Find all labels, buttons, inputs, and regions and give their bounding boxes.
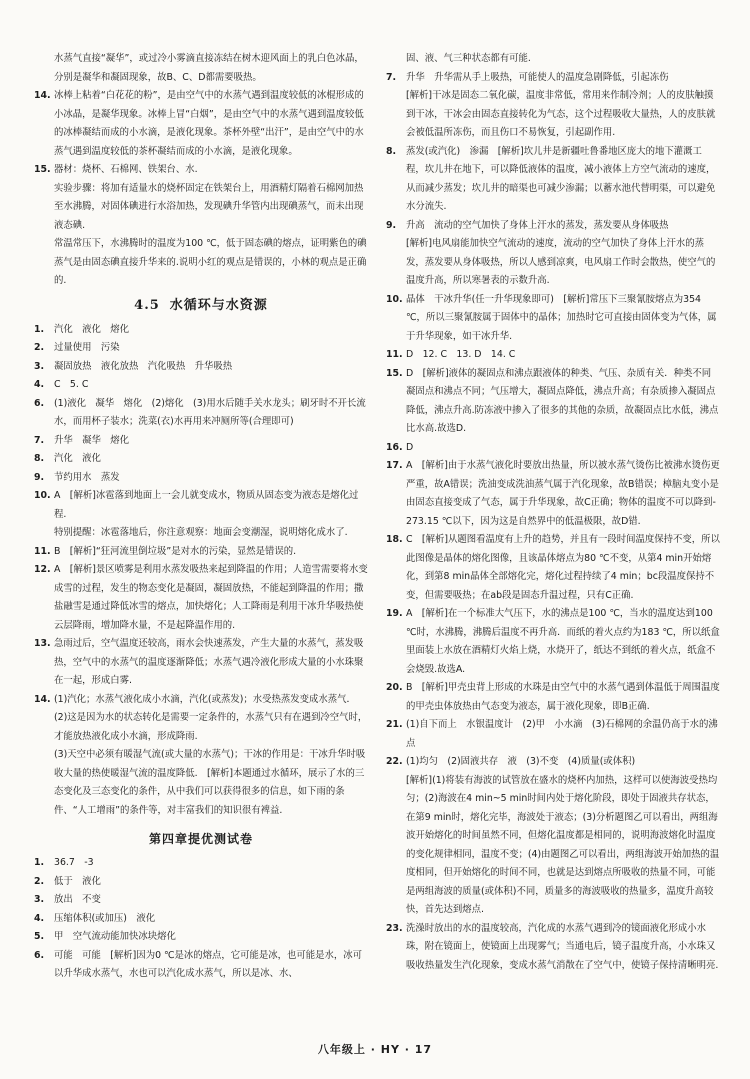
answer-number: 6. xyxy=(34,949,45,961)
answer-number: 21. xyxy=(386,719,403,730)
answer-text: D xyxy=(406,441,414,453)
right-column xyxy=(386,50,720,975)
answer-item xyxy=(34,928,368,947)
answer-text: B [解析]“狂河流里倒垃圾”是对水的污染，显然是错误的. xyxy=(54,545,297,557)
answer-text: 凝固放热 液化放热 汽化吸热 升华吸热 xyxy=(54,360,233,372)
answer-text: 节约用水 蒸发 xyxy=(54,471,120,483)
answer-number: 16. xyxy=(386,441,403,453)
answer-number: 2. xyxy=(34,875,45,887)
test-heading: 第四章提优测试卷 xyxy=(148,832,253,846)
answer-item xyxy=(386,679,720,716)
answer-text: A [解析]冰雹落到地面上一会儿就变成水，物质从固态变为液态是熔化过程. xyxy=(54,490,359,520)
page-footer: 八年级上 · HY · 17 xyxy=(317,1043,433,1056)
answer-text: C 5. C xyxy=(54,379,89,390)
answer-item xyxy=(34,395,368,432)
answer-number: 9. xyxy=(386,219,397,231)
answer-number: 8. xyxy=(34,453,45,464)
answer-number: 8. xyxy=(386,145,397,157)
answer-continuation: 特别提醒：冰雹落地后，你注意观察：地面会变潮湿，说明熔化成水了. xyxy=(54,527,348,538)
answer-text: 升华 升华需从手上吸热，可能使人的温度急剧降低，引起冻伤 xyxy=(406,71,669,83)
answer-text: 汽化 液化 熔化 xyxy=(54,323,130,335)
answer-number: 15. xyxy=(386,367,403,379)
answer-number: 6. xyxy=(34,397,45,409)
answer-number: 15. xyxy=(34,164,51,175)
answer-text: 晶体 干冰升华(任一升华现象即可) [解析]常压下三聚氰胺熔点为354 ℃，所以三聚氰胺属于固体中的晶体；加热时它可直接由固体变为气体，属于升华现象，如干冰升华. xyxy=(406,293,717,342)
answer-continuation: (3)天空中必须有暖湿气流(或大量的水蒸气)；干冰的作用是：干冰升华时吸收大量的热使暖湿气流的温度降低. [解析]本题通过水循环，展示了水的三态变化及三态变化的条件，从中我们可以获得很多的信息，如下雨的条件、“人工增雨”的条件等，对丰富我们的知识很有裨益. xyxy=(54,749,366,816)
answer-number: 4. xyxy=(34,379,45,390)
answer-text: A [解析]景区喷雾是利用水蒸发吸热来起到降温的作用；人造雪需要将水变成雪的过程，发生的物态变化是凝固，凝固放热，不能起到降温的作用；撒盐融雪是通过降低冰雪的熔点，加快熔化；人工降雨是利用干冰升华吸热使云层降雨，增加降水量，不是起降温作用的. xyxy=(54,564,368,631)
answer-continuation: 水蒸气直接“凝华”，或过冷小雾滴直接冻结在树木迎风面上的乳白色冰晶，分别是凝华和凝固现象，故B、C、D都需要吸热。 xyxy=(54,53,364,83)
answer-number: 3. xyxy=(34,360,45,372)
answer-item xyxy=(34,891,368,910)
answer-item xyxy=(34,561,368,635)
answer-item xyxy=(386,716,720,753)
answer-item xyxy=(34,339,368,358)
answer-item xyxy=(34,358,368,377)
answer-text: C [解析]从题图看温度有上升的趋势，并且有一段时间温度保持不变，所以此图像是晶体的熔化图像，且该晶体熔点为80 ℃不变，从第4 min开始熔化，到第8 min晶体全部熔化完，熔化过程持续了4 min；bc段温度保持不变，但需要吸热；在ab段是固态升温过程，只有C正确. xyxy=(406,534,720,601)
answer-number: 12. xyxy=(34,564,51,575)
answer-item xyxy=(386,605,720,679)
answer-text: B [解析]甲壳虫背上形成的水珠是由空气中的水蒸气遇到体温低于周围温度的甲壳虫体放热由气态变为液态，属于液化现象，即B正确. xyxy=(406,682,720,712)
answer-item xyxy=(386,457,720,531)
answer-number: 7. xyxy=(386,71,397,83)
answer-text: 冰棒上粘着“白花花的粉”，是由空气中的水蒸气遇到温度较低的冰棍形成的小冰晶，是凝华现象。冰棒上冒“白烟”，是由空气中的水蒸气遇到温度较低的冰棒凝结而成的小水滴，是液化现象。茶杯外壁“出汗”，是由空气中的水蒸气遇到温度较低的茶杯凝结而成的小水滴，是液化现象。 xyxy=(54,90,364,157)
answer-item xyxy=(386,531,720,605)
answer-item xyxy=(386,365,720,439)
answer-text: 器材：烧杯、石棉网、铁架台、水. xyxy=(54,164,198,175)
left-column xyxy=(34,50,368,984)
answer-continuation: [解析](1)将装有海波的试管放在盛水的烧杯内加热，这样可以使海波受热均匀；(2)海波在4 min~5 min时间内处于熔化阶段，即处于固液共存状态，在第9 min时，熔化完毕，海波处于液态；(3)分析题图乙可以看出，两组海波开始熔化的时间虽然不同，但熔化温度都是相同的，说明海波熔化时温度的变化规律相同，温度不变；(4)由题图乙可以看出，两组海波开始加热的温度相同，但开始熔化的时间不同，也就是达到熔点所吸收的热量不同，可能是两组海波的质量(或体积)不同，质量多的海波吸收的热量多，温度升高较快，首先达到熔点. xyxy=(406,774,720,915)
answer-continuation: 实验步骤：将加有适量水的烧杯固定在铁架台上，用酒精灯隔着石棉网加热至水沸腾，对固体碘进行水浴加热，发现碘升华管内出现碘蒸气，而未出现液态碘. xyxy=(54,182,364,231)
answer-number: 3. xyxy=(34,894,45,905)
answer-number: 1. xyxy=(34,323,45,335)
answer-item xyxy=(386,920,720,976)
answer-item xyxy=(34,321,368,340)
answer-text: 甲 空气流动能加快冰块熔化 xyxy=(54,931,176,942)
answer-item xyxy=(34,487,368,524)
answer-item xyxy=(34,450,368,469)
answer-item xyxy=(34,543,368,562)
answer-number: 19. xyxy=(386,608,403,619)
answer-item xyxy=(386,217,720,236)
answer-item xyxy=(34,432,368,451)
answer-item xyxy=(386,439,720,458)
answer-item xyxy=(386,291,720,347)
answer-item xyxy=(34,376,368,395)
answer-number: 1. xyxy=(34,857,45,868)
answer-number: 14. xyxy=(34,90,51,101)
answer-number: 7. xyxy=(34,434,45,446)
answer-item xyxy=(34,854,368,873)
answer-text: (1)自下而上 水银温度计 (2)甲 小水滴 (3)石棉网的余温仍高于水的沸点 xyxy=(406,719,718,749)
answer-item xyxy=(34,161,368,180)
section-heading xyxy=(34,293,368,319)
answer-text: 36.7 -3 xyxy=(54,857,94,868)
answer-item xyxy=(386,69,720,88)
answer-item xyxy=(34,873,368,892)
answer-number: 13. xyxy=(34,638,51,649)
answer-text: A [解析]由于水蒸气液化时要放出热量，所以被水蒸气烫伤比被沸水烫伤更严重，故A错误；洗油变成洗油蒸气属于汽化现象，故B错误；樟脑丸变小是由固态直接变成了气态，属于升华现象，故C正确；物体的温度不可以降到-273.15 ℃以下，因为这是自然界中的低温极限，故D错. xyxy=(406,460,720,527)
answer-continuation: 常温常压下，水沸腾时的温度为100 ℃，低于固态碘的熔点，证明紫色的碘蒸气是由固态碘直接升华来的.说明小红的观点是错误的，小林的观点是正确的. xyxy=(54,238,367,286)
answer-continuation: 固、液、气三种状态都有可能. xyxy=(406,53,531,64)
answer-number: 10. xyxy=(34,490,51,501)
answer-number: 18. xyxy=(386,534,403,545)
answer-number: 11. xyxy=(34,545,51,557)
answer-text: 压缩体积(或加压) 液化 xyxy=(54,912,156,924)
answer-number: 4. xyxy=(34,912,45,924)
answer-text: 过量使用 污染 xyxy=(54,342,120,353)
answer-number: 11. xyxy=(386,349,403,360)
answer-text: 放出 不变 xyxy=(54,894,101,905)
answer-text: D 12. C 13. D 14. C xyxy=(406,349,516,360)
answer-text: (1)液化 凝华 熔化 (2)熔化 (3)用水后随手关水龙头；刷牙时不开长流水，而用杯子装水；洗菜(衣)水再用来冲厕所等(合理即可) xyxy=(54,397,366,427)
answer-number: 5. xyxy=(34,931,45,942)
answer-number: 10. xyxy=(386,293,403,305)
answer-text: 低于 液化 xyxy=(54,875,101,887)
answer-item xyxy=(34,947,368,984)
answer-text: 可能 可能 [解析]因为0 ℃是冰的熔点，它可能是冰，也可能是水，冰可以升华成水蒸气，水也可以汽化成水蒸气，所以是冰、水、 xyxy=(54,949,363,979)
answer-text: 急雨过后，空气温度还较高，雨水会快速蒸发，产生大量的水蒸气，蒸发吸热，空气中的水蒸气的温度逐渐降低；水蒸气遇冷液化形成大量的小水珠聚在一起，形成白雾. xyxy=(54,638,364,686)
answer-number: 2. xyxy=(34,342,45,353)
answer-continuation: [解析]干冰是固态二氧化碳，温度非常低，常用来作制冷剂；人的皮肤触摸到干冰，干冰会由固态直接转化为气态，这个过程吸收大量热，人的皮肤就会被低温所冻伤，而且伤口不易恢复，引起副作用. xyxy=(406,90,716,138)
answer-item xyxy=(34,635,368,691)
answer-number: 14. xyxy=(34,693,51,705)
answer-item xyxy=(34,87,368,161)
answer-number: 17. xyxy=(386,460,403,471)
answer-number: 9. xyxy=(34,471,45,483)
section-title: 水循环与水资源 xyxy=(169,297,268,313)
answer-item xyxy=(386,753,720,772)
answer-text: 洗澡时放出的水的温度较高，汽化成的水蒸气遇到冷的镜面液化形成小水珠，附在镜面上，使镜面上出现雾气；当通电后，镜子温度升高，小水珠又吸收热量发生汽化现象，变成水蒸气消散在了空气中，使镜子保持清晰明亮. xyxy=(406,922,719,971)
answer-text: (1)汽化；水蒸气液化成小水滴，汽化(或蒸发)；水受热蒸发变成水蒸气．(2)这是因为水的状态转化是需要一定条件的，水蒸气只有在遇到冷空气时，才能放热液化成小水滴，形成降雨. xyxy=(54,693,368,742)
answer-number: 23. xyxy=(386,922,403,934)
answer-text: 升高 流动的空气加快了身体上汗水的蒸发，蒸发要从身体吸热 xyxy=(406,219,669,231)
answer-number: 22. xyxy=(386,756,403,767)
answer-item xyxy=(386,346,720,365)
answer-number: 20. xyxy=(386,682,403,693)
answer-continuation: [解析]电风扇能加快空气流动的速度，流动的空气加快了身体上汗水的蒸发，蒸发要从身体吸热，所以人感到凉爽，电风扇工作时会散热，使空气的温度升高，所以寒暑表的示数升高. xyxy=(406,238,716,286)
answer-text: D [解析]液体的凝固点和沸点跟液体的种类、气压、杂质有关．种类不同凝固点和沸点不同；气压增大，凝固点降低，沸点升高；有杂质掺入凝固点降低，沸点升高.防冻液中掺入了很多的其他的杂质，故凝固点比水低，沸点比水高.故选D. xyxy=(406,367,719,434)
answer-text: 升华 凝华 熔化 xyxy=(54,434,130,446)
answer-text: 汽化 液化 xyxy=(54,453,101,464)
section-number: 4.5 xyxy=(134,297,160,313)
answer-item xyxy=(386,143,720,217)
answer-item xyxy=(34,910,368,929)
answer-item xyxy=(34,469,368,488)
answer-text: A [解析]在一个标准大气压下，水的沸点是100 ℃，当水的温度达到100 ℃时，水沸腾，沸腾后温度不再升高．而纸的着火点约为183 ℃，所以纸盒里面装上水放在酒精灯火焰上烧，水烧开了，纸达不到纸的着火点，纸盒不会烧毁.故选A. xyxy=(406,608,720,675)
answer-text: 蒸发(或汽化) 渗漏 [解析]坎儿井是新疆吐鲁番地区庞大的地下灌溉工程，坎儿井在地下，可以降低液体的温度，减小液体上方空气流动的速度，从而减少蒸发；坎儿井的暗渠也可减少渗漏；以蓄水池代替明渠，可以避免水分流失. xyxy=(406,145,716,212)
answer-item xyxy=(34,691,368,747)
answer-text: (1)均匀 (2)固液共存 液 (3)不变 (4)质量(或体积) xyxy=(406,756,636,767)
